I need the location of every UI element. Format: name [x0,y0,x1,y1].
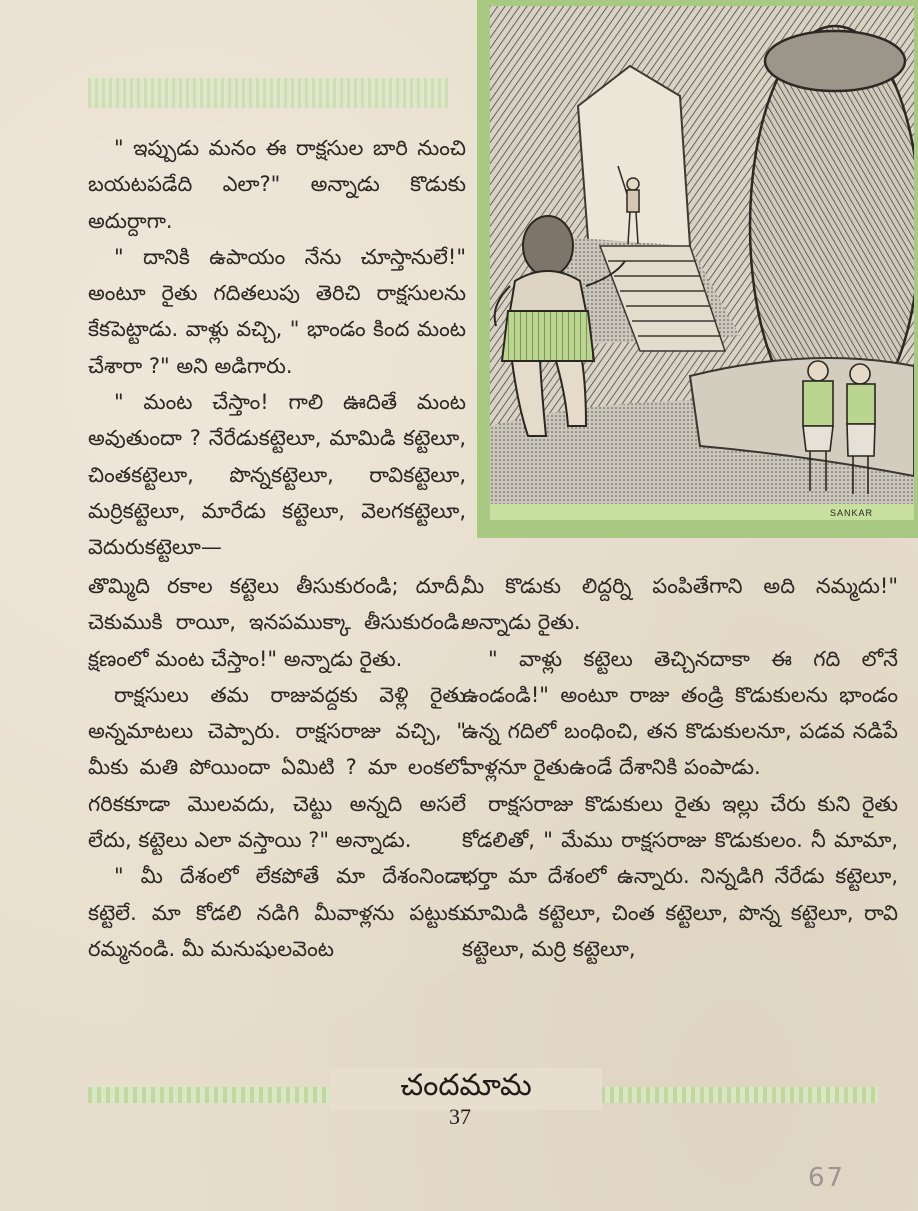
page-number: 37 [449,1104,471,1129]
paragraph: " ఇప్పుడు మనం ఈ రాక్షసుల బారి నుంచి బయటపడేది ఎలా?" అన్నాడు కొడుకు అదుర్దాగా. [88,136,466,233]
paragraph: " మీ దేశంలో లేకపోతే మా దేశంనిండా కట్టెలే. మా కోడలి నడిగి మీవాళ్లను పట్టుకు రమ్మనండి. మీ మనుషులవెంట [88,864,466,961]
story-column-left-bottom [88,568,466,967]
paragraph: మీ కొడుకు లిద్దర్ని పంపితేగాని అది నమ్మదు!" అన్నాడు రైతు. [462,574,898,635]
story-column-left-top [88,130,466,566]
paragraph: " వాళ్లు కట్టెలు తెచ్చినదాకా ఈ గది లోనే ఉండండి!" అంటూ రాజు తండ్రి కొడుకులను భాండం ఉన్న గదిలో బంధించి, తన కొడుకులనూ, పడవ నడిపే వాళ్లనూ రైతుఉండే దేశానికి పంపాడు. [462,646,898,780]
paragraph: " మంట చేస్తాం! గాలి ఊదితే మంట అవుతుందా ? నేరేడుకట్టెలూ, మామిడి కట్టెలూ, చింతకట్టెలూ, పొన్నకట్టెలూ, రావికట్టెలూ, మర్రికట్టెలూ, మారేడు కట్టెలూ, వెలగకట్టెలూ, వెదురుకట్టెలూ— [88,390,466,560]
paragraph: " దానికి ఉపాయం నేను చూస్తానులే!" అంటూ రైతు గదితలుపు తెరిచి రాక్షసులను కేకపెట్టాడు. వాళ్లు వచ్చి, " భాండం కింద మంట చేశారా ?" అని అడిగారు. [88,244,466,378]
paragraph: తొమ్మిది రకాల కట్టెలు తీసుకురండి; దూదీ, చెకుముకి రాయీ, ఇనపముక్కా తీసుకురండి. క్షణంలో మంట చేస్తాం!" అన్నాడు రైతు. [88,574,466,671]
story-column-right-bottom [462,568,898,967]
handwritten-page-mark: 67 [808,1163,846,1193]
paragraph: రాక్షసరాజు కొడుకులు రైతు ఇల్లు చేరు కుని రైతు కోడలితో, " మేము రాక్షసరాజు కొడుకులం. నీ మామా, భర్తా మా దేశంలో ఉన్నారు. నిన్నడిగి నేరేడు కట్టెలూ, మామిడి కట్టెలూ, చింత కట్టెలూ, పొన్న కట్టెలూ, రావి కట్టెలూ, మర్రి కట్టెలూ, [462,791,898,961]
paragraph: రాక్షసులు తమ రాజువద్దకు వెళ్లి రైతు అన్నమాటలు చెప్పారు. రాక్షసరాజు వచ్చి, " మీకు మతి పోయిందా ఏమిటి ? మా లంకలో గరికకూడా మొలవదు, చెట్టు అన్నది అసలే లేదు, కట్టెలు ఎలా వస్తాయి ?" అన్నాడు. [88,682,466,853]
story-illustration [490,6,914,520]
decorative-border-top [88,78,448,108]
illustrator-signature: SANKAR [830,508,874,518]
magazine-title: చందమామ [330,1068,602,1110]
